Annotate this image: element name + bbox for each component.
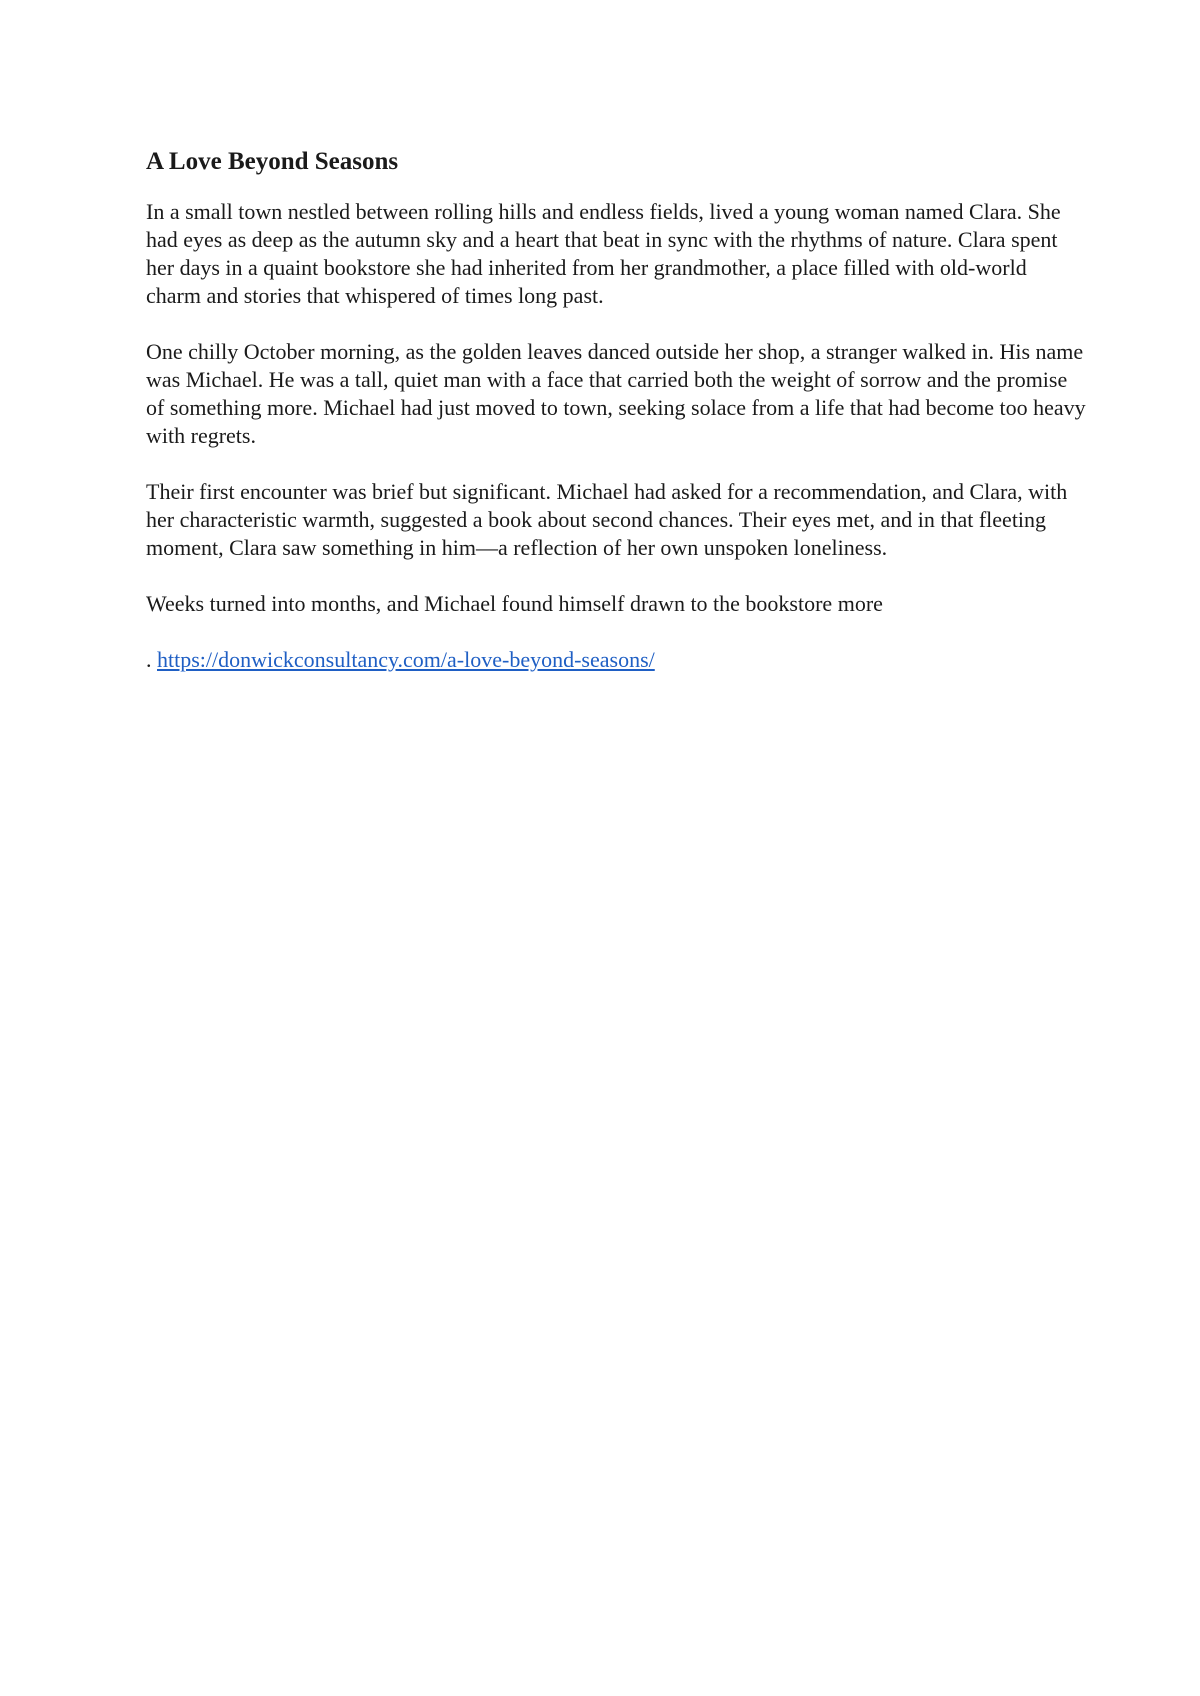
document-body bbox=[146, 146, 1086, 674]
document-title: A Love Beyond Seasons bbox=[146, 148, 399, 175]
source-link-line bbox=[146, 646, 1086, 674]
link-prefix: . bbox=[146, 647, 157, 672]
source-link[interactable]: https://donwickconsultancy.com/a-love-beyond-seasons/ bbox=[157, 647, 655, 672]
paragraph-2: One chilly October morning, as the golden leaves danced outside her shop, a stranger walked in. His name was Michael. He was a tall, quiet man with a face that carried both the weight of sorrow and the promise of something more. Michael had just moved to town, seeking solace from a life that had become too heavy with regrets. bbox=[146, 339, 1086, 448]
paragraph-1: In a small town nestled between rolling hills and endless fields, lived a young woman named Clara. She had eyes as deep as the autumn sky and a heart that beat in sync with the rhythms of nature. Clara spent her days in a quaint bookstore she had inherited from her grandmother, a place filled with old-world charm and stories that whispered of times long past. bbox=[146, 199, 1061, 308]
paragraph-3: Their first encounter was brief but significant. Michael had asked for a recommendation, and Clara, with her characteristic warmth, suggested a book about second chances. Their eyes met, and in that fleeting moment, Clara saw something in him—a reflection of her own unspoken loneliness. bbox=[146, 479, 1068, 560]
paragraph-4: Weeks turned into months, and Michael found himself drawn to the bookstore more bbox=[146, 591, 883, 616]
